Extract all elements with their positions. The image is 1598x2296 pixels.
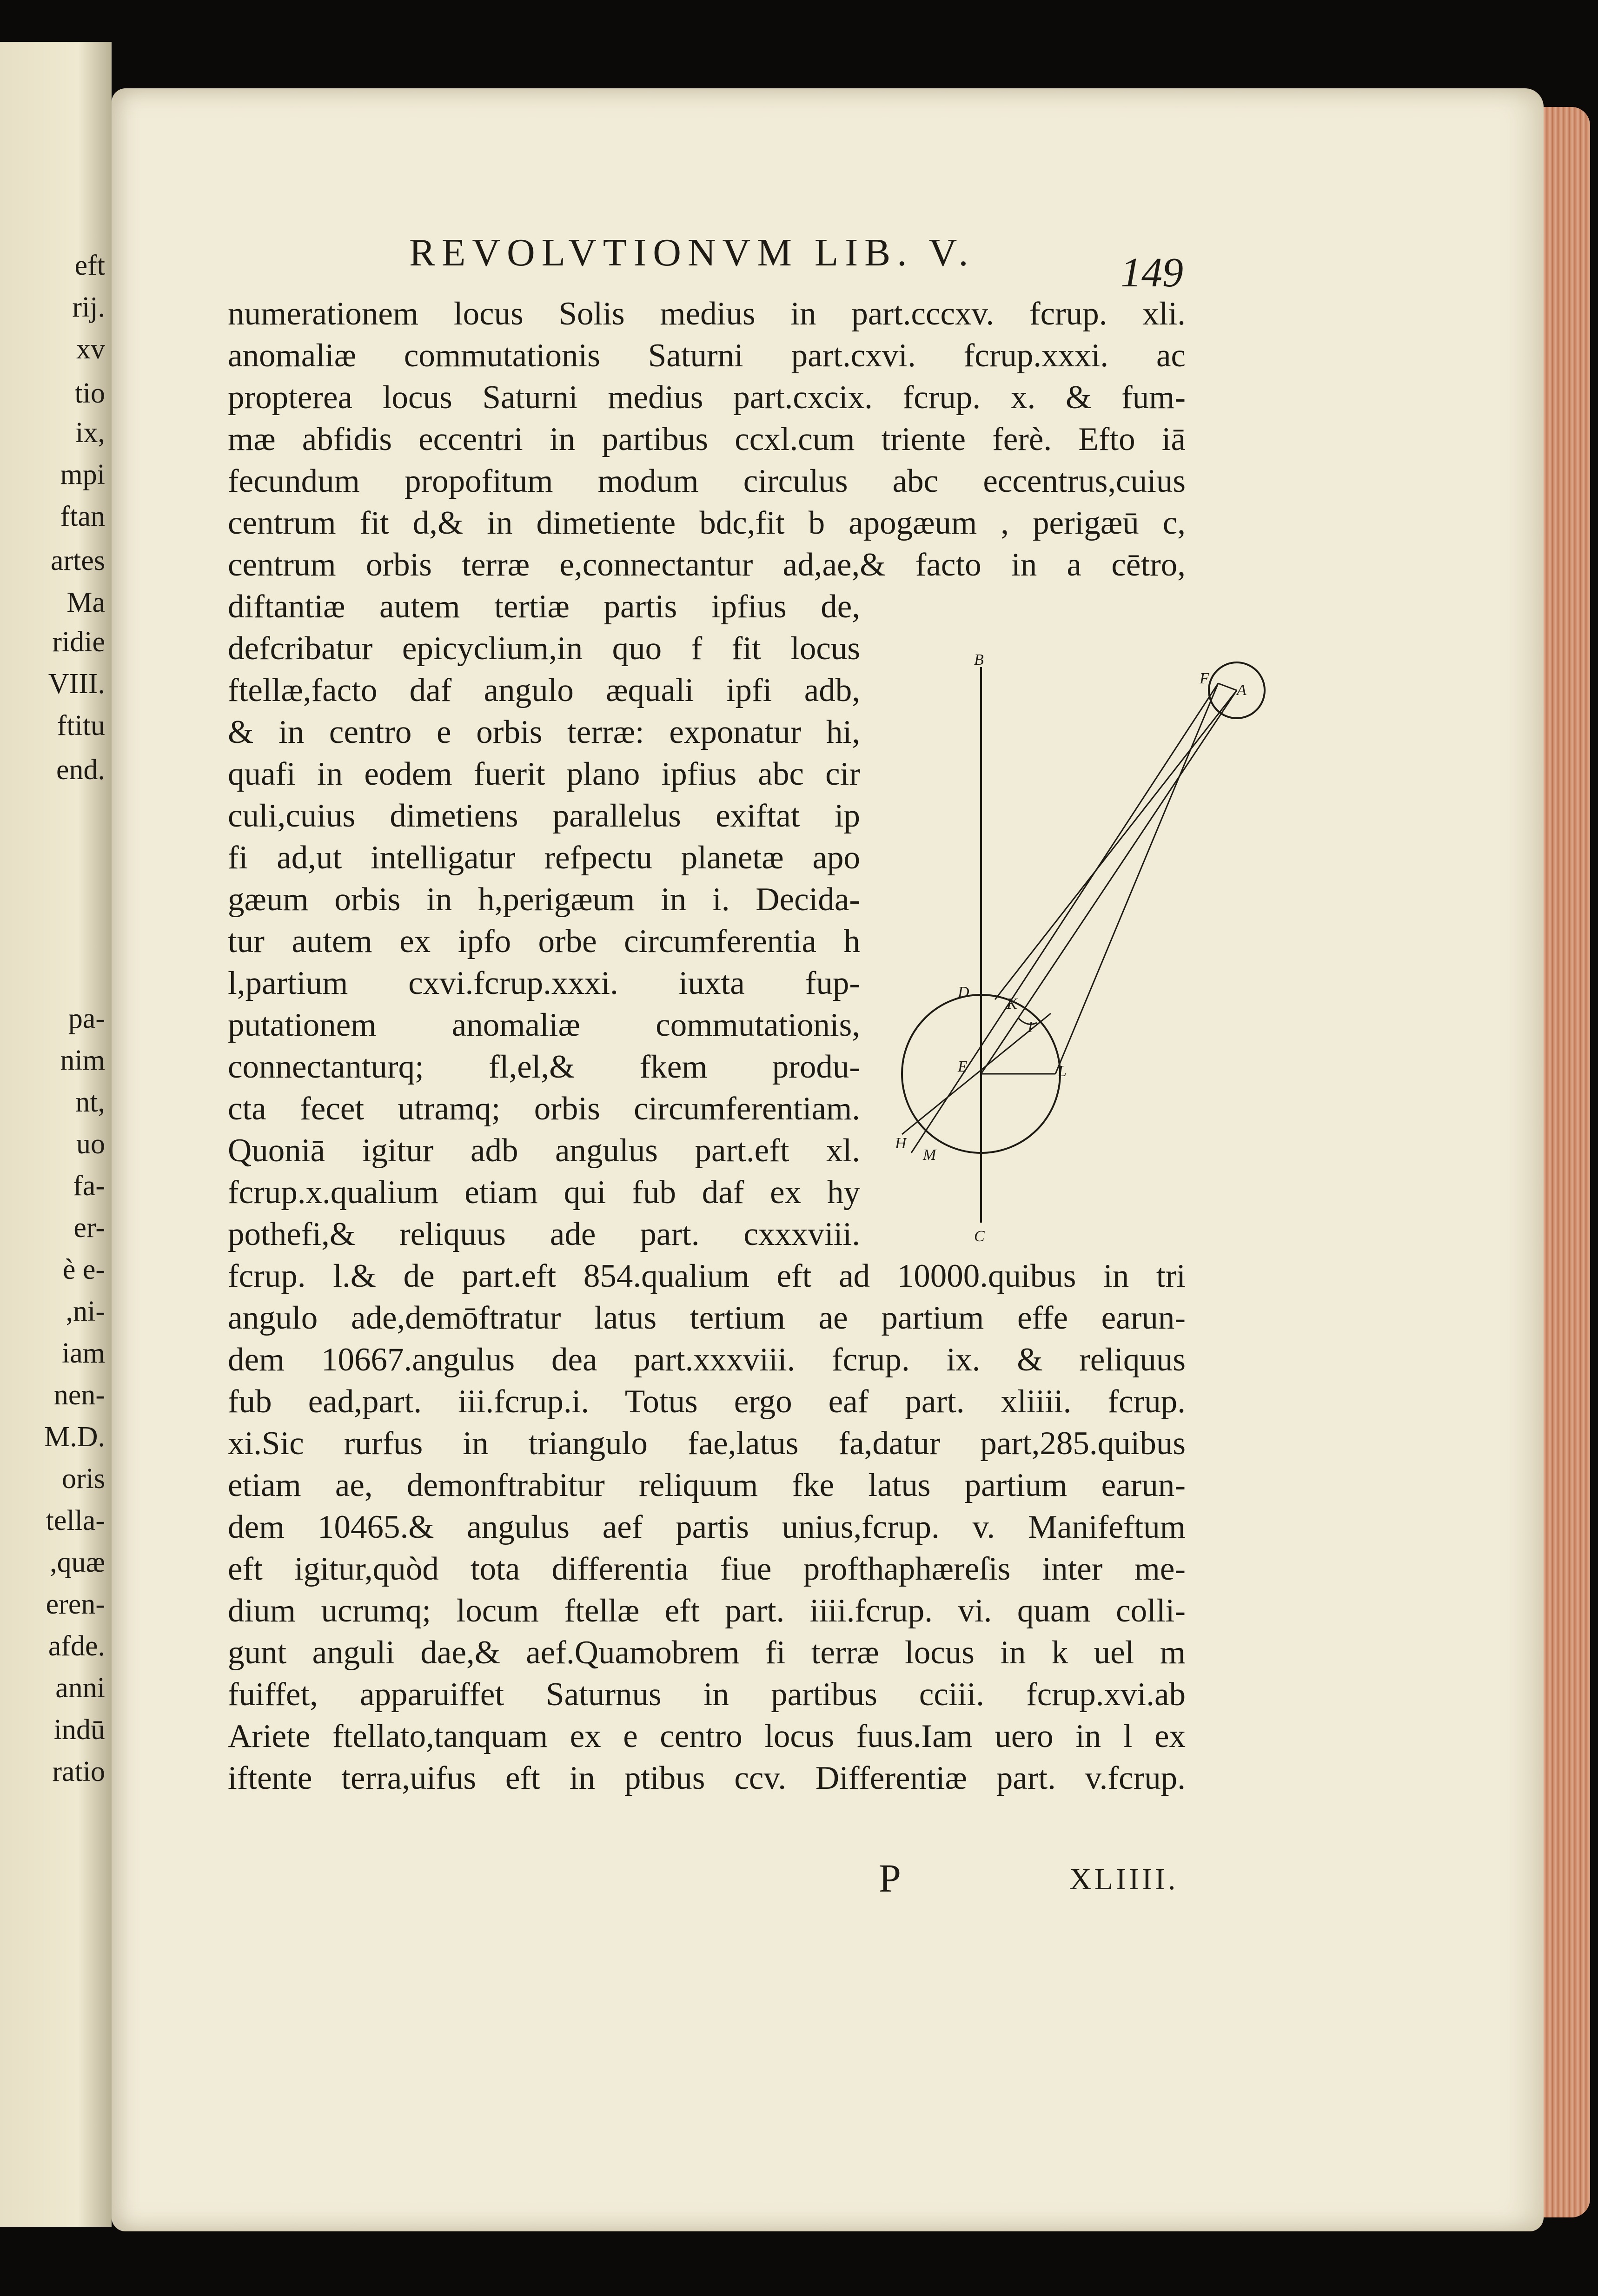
text-line: l,partium cxvi.fcrup.xxxi. iuxta fup- [228, 965, 860, 1001]
left-page-fragment: M.D. [44, 1421, 105, 1453]
text-line: quafi in eodem fuerit plano ipfius abc cir [228, 756, 860, 792]
text-line: cta fecet utramq; orbis circumferentiam. [228, 1091, 860, 1127]
left-page-fragment: xv [76, 333, 105, 365]
text-line: culi,cuius dimetiens parallelus exiftat ip [228, 798, 860, 834]
text-line: etiam ae, demonftrabitur reliquum fke latus partium earun- [228, 1467, 1186, 1503]
point-b-label: B [974, 651, 984, 668]
left-page-fragment: mpi [60, 459, 105, 490]
point-a-label: A [1237, 682, 1247, 699]
point-m-label: M [923, 1146, 936, 1164]
text-line: fi ad,ut intelligatur refpectu planetæ apo [228, 840, 860, 876]
catchword: XLIIII. [1069, 1862, 1179, 1896]
left-page-fragment: ftan [60, 501, 105, 532]
left-page-fragment: ratio [52, 1756, 105, 1787]
text-line: gæum orbis in h,perigæum in i. Decida- [228, 881, 860, 918]
left-page-fragment: è e- [62, 1254, 105, 1285]
text-line: gunt anguli dae,& aef.Quamobrem fi terræ locus in k uel m [228, 1634, 1186, 1671]
text-line: fub ead,part. iii.fcrup.i. Totus ergo eaf part. xliiii. fcrup. [228, 1383, 1186, 1420]
line-fa [1218, 683, 1237, 690]
point-d-label: D [958, 984, 969, 1001]
left-page-fragment: eft [74, 250, 105, 281]
text-line: iftente terra,uifus eft in ptibus ccv. Differentiæ part. v.fcrup. [228, 1760, 1186, 1796]
text-line: dem 10667.angulus dea part.xxxviii. fcrup. ix. & reliquus [228, 1342, 1186, 1378]
text-line: centrum fit d,& in dimetiente bdc,fit b apogæum , perigæū c, [228, 505, 1186, 541]
text-line: dem 10465.& angulus aef partis unius,fcrup. v. Manifeftum [228, 1509, 1186, 1545]
point-k-label: K [1007, 995, 1017, 1012]
point-h-label: H [895, 1135, 907, 1152]
left-page-fragment: tella- [46, 1505, 105, 1536]
text-line: centrum orbis terræ e,connectantur ad,ae,& facto in a cētro, [228, 547, 1186, 583]
point-l-label: L [1058, 1063, 1067, 1080]
text-line: numerationem locus Solis medius in part.cccxv. fcrup. xli. [228, 296, 1186, 332]
text-line: eft igitur,quòd tota differentia fiue profthaphæreſis inter me- [228, 1551, 1186, 1587]
text-line: putationem anomaliæ commutationis, [228, 1007, 860, 1043]
text-line: defcribatur epicyclium,in quo f fit locus [228, 630, 860, 667]
left-page-fragment: uo [76, 1128, 105, 1160]
signature-mark: P [879, 1856, 901, 1900]
text-line: mæ abfidis eccentri in partibus ccxl.cum triente ferè. Efto iā [228, 421, 1186, 457]
text-line: Ariete ftellato,tanquam ex e centro locus fuus.Iam uero in l ex [228, 1718, 1186, 1754]
text-line: angulo ade,demōftratur latus tertium ae partium effe earun- [228, 1300, 1186, 1336]
left-page-fragment: rij. [72, 291, 105, 323]
geometric-diagram [874, 651, 1293, 1283]
text-line: & in centro e orbis terræ: exponatur hi, [228, 714, 860, 750]
text-line: xi.Sic rurfus in triangulo fae,latus fa,datur part,285.quibus [228, 1425, 1186, 1462]
left-page-fragment: nim [60, 1045, 105, 1076]
left-page-fragment: tio [74, 377, 105, 409]
text-line: anomaliæ commutationis Saturni part.cxvi. fcrup.xxxi. ac [228, 337, 1186, 374]
point-c-label: C [974, 1228, 985, 1245]
text-line: fcrup. l.& de part.eft 854.qualium eft ad 10000.quibus in tri [228, 1258, 1186, 1294]
text-line: tur autem ex ipfo orbe circumferentia h [228, 923, 860, 959]
line-ae [981, 690, 1237, 1074]
point-e-label: E [958, 1058, 968, 1075]
text-line: diftantiæ autem tertiæ partis ipfius de, [228, 589, 860, 625]
left-page-fragment: end. [56, 754, 105, 786]
adjoining-left-page [0, 42, 112, 2227]
text-line: fecundum propofitum modum circulus abc eccentrus,cuius [228, 463, 1186, 499]
left-page-fragment: ,quæ [50, 1547, 105, 1578]
running-title: REVOLVTIONVM LIB. V. [409, 231, 975, 274]
text-line: fuiffet, apparuiffet Saturnus in partibus cciii. fcrup.xvi.ab [228, 1676, 1186, 1713]
left-page-fragment: er- [73, 1212, 105, 1244]
point-f-label: F [1200, 670, 1209, 687]
left-page-fragment: eren- [46, 1588, 105, 1620]
left-page-fragment: ix, [75, 417, 105, 449]
left-page-fragment: nt, [75, 1086, 105, 1118]
text-line: propterea locus Saturni medius part.cxcix. fcrup. x. & fum- [228, 379, 1186, 416]
left-page-fragment: Ma [66, 587, 105, 618]
text-line: dium ucrumq; locum ftellæ eft part. iiii.fcrup. vi. quam colli- [228, 1593, 1186, 1629]
left-page-fragment: artes [50, 545, 105, 576]
left-page-fragment: indū [53, 1714, 105, 1746]
left-page-fragment: ,ni- [66, 1296, 105, 1327]
left-page-fragment: pa- [68, 1003, 105, 1034]
line-ad [995, 690, 1237, 999]
folio-number: 149 [1121, 250, 1183, 296]
left-page-fragment: ftitu [57, 710, 105, 741]
text-line: ftellæ,facto daf angulo æquali ipfi adb, [228, 672, 860, 708]
left-page-fragment: ridie [52, 626, 105, 658]
left-page-fragment: anni [55, 1672, 105, 1704]
text-line: connectanturq; fl,el,& fkem produ- [228, 1049, 860, 1085]
text-line: fcrup.x.qualium etiam qui fub daf ex hy [228, 1174, 860, 1211]
left-page-fragment: fa- [73, 1170, 105, 1202]
text-line: pothefi,& reliquus ade part. cxxxviii. [228, 1216, 860, 1252]
left-page-fragment: iam [62, 1337, 105, 1369]
left-page-fragment: VIII. [48, 668, 105, 700]
line-fkem [911, 683, 1218, 1153]
point-i-label: I [1028, 1019, 1033, 1036]
text-line: Quoniā igitur adb angulus part.eft xl. [228, 1132, 860, 1169]
line-fl [1055, 683, 1218, 1074]
left-page-fragment: oris [62, 1463, 105, 1495]
left-page-fragment: nen- [53, 1379, 105, 1411]
left-page-fragment: afde. [48, 1630, 105, 1662]
